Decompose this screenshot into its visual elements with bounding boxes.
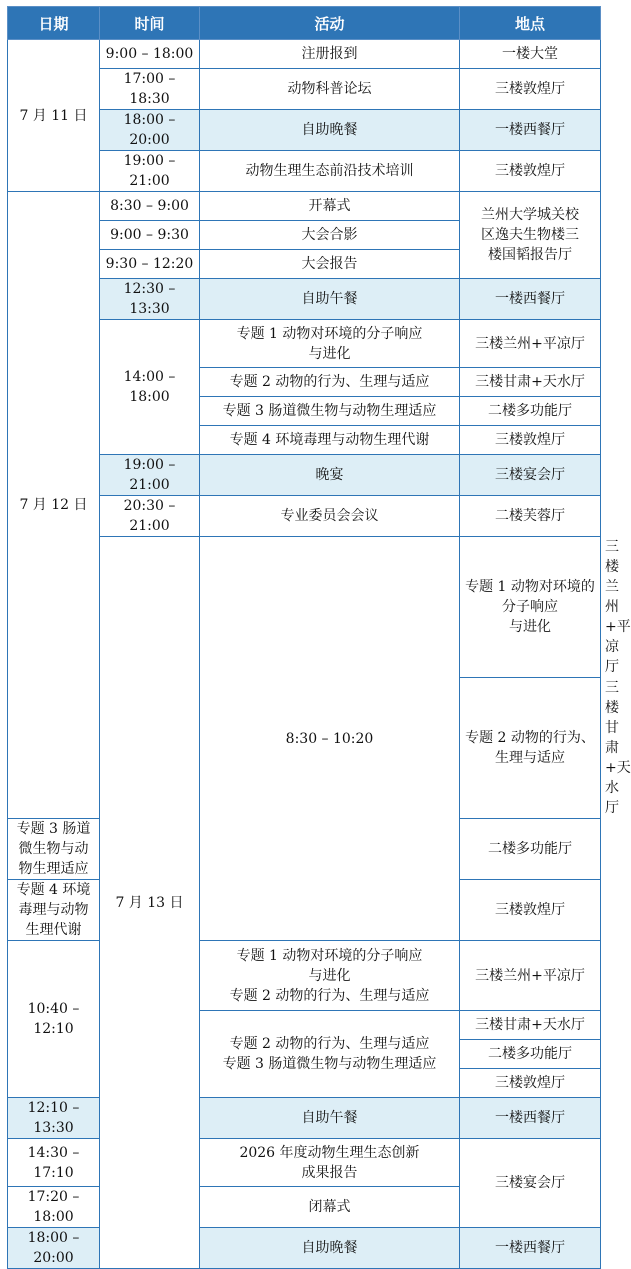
header-date: 日期	[8, 7, 100, 40]
time-cell: 9:30 – 12:20	[100, 250, 200, 279]
activity-cell: 专题 4 环境毒理与动物生理代谢	[200, 426, 460, 455]
location-cell: 一楼西餐厅	[460, 110, 601, 151]
location-cell: 三楼兰州+平凉厅	[460, 320, 601, 368]
location-cell: 二楼多功能厅	[460, 397, 601, 426]
time-cell: 20:30 – 21:00	[100, 496, 200, 537]
table-row: 7 月 13 日 8:30 – 10:20 专题 1 动物对环境的分子响应 与进化 三楼兰州+平凉厅	[8, 537, 601, 678]
activity-cell: 大会报告	[200, 250, 460, 279]
location-line: 楼国韬报告厅	[488, 247, 572, 263]
time-cell: 18:00 – 20:00	[100, 110, 200, 151]
location-cell: 一楼西餐厅	[460, 279, 601, 320]
activity-cell: 动物生理生态前沿技术培训	[200, 151, 460, 192]
time-cell: 8:30 – 9:00	[100, 192, 200, 221]
location-cell	[460, 192, 601, 279]
activity-cell	[460, 537, 601, 678]
activity-line: 专题 2 动物的行为、生理与适应	[229, 987, 430, 1004]
activity-cell: 开幕式	[200, 192, 460, 221]
location-cell: 三楼敦煌厅	[460, 69, 601, 110]
header-location: 地点	[460, 7, 601, 40]
activity-cell	[200, 941, 460, 1011]
table-row	[8, 192, 601, 221]
activity-cell: 专题 4 环境毒理与动物生理代谢	[8, 880, 100, 941]
time-cell: 9:00 – 9:30	[100, 221, 200, 250]
activity-line: 与进化	[308, 967, 351, 984]
header-activity: 活动	[200, 7, 460, 40]
activity-cell: 专业委员会会议	[200, 496, 460, 537]
activity-cell: 专题 2 动物的行为、生理与适应	[200, 368, 460, 397]
activity-cell: 自助午餐	[200, 1098, 460, 1139]
activity-cell: 大会合影	[200, 221, 460, 250]
header-time: 时间	[100, 7, 200, 40]
location-cell: 三楼敦煌厅	[460, 1069, 601, 1098]
location-cell: 三楼甘肃+天水厅	[460, 1011, 601, 1040]
header-row	[8, 7, 601, 40]
time-cell: 10:40 – 12:10	[8, 941, 100, 1098]
activity-cell: 注册报到	[200, 40, 460, 69]
location-line: 区逸夫生物楼三	[481, 227, 579, 243]
location-cell: 二楼多功能厅	[460, 819, 601, 880]
activity-cell: 晚宴	[200, 455, 460, 496]
activity-cell	[200, 1139, 460, 1187]
location-line: 兰州大学城关校	[481, 207, 579, 223]
date-cell: 7 月 11 日	[8, 40, 100, 192]
table-row	[8, 1139, 601, 1187]
activity-line: 专题 2 动物的行为、生理与适应	[229, 1036, 430, 1052]
location-cell: 三楼敦煌厅	[460, 880, 601, 941]
activity-cell: 专题 3 肠道微生物与动物生理适应	[200, 397, 460, 426]
activity-cell: 自助晚餐	[200, 110, 460, 151]
location-cell: 三楼宴会厅	[460, 1139, 601, 1228]
time-cell: 19:00 – 21:00	[100, 151, 200, 192]
activity-line: 与进化	[509, 619, 551, 635]
time-cell: 18:00 – 20:00	[8, 1228, 100, 1269]
time-cell: 19:00 – 21:00	[100, 455, 200, 496]
location-cell: 二楼多功能厅	[460, 1040, 601, 1069]
activity-cell: 专题 2 动物的行为、生理与适应	[460, 678, 601, 819]
date-cell: 7 月 12 日	[8, 192, 100, 819]
table-row	[8, 40, 601, 69]
location-cell: 一楼西餐厅	[460, 1098, 601, 1139]
activity-cell: 闭幕式	[200, 1187, 460, 1228]
location-cell: 三楼兰州+平凉厅	[460, 941, 601, 1011]
schedule-table	[7, 6, 631, 1269]
location-cell: 一楼大堂	[460, 40, 601, 69]
table-row	[8, 1098, 601, 1139]
activity-cell: 动物科普论坛	[200, 69, 460, 110]
location-cell: 三楼敦煌厅	[460, 151, 601, 192]
activity-cell: 专题 3 肠道微生物与动物生理适应	[8, 819, 100, 880]
time-cell: 14:30 – 17:10	[8, 1139, 100, 1187]
activity-line: 与进化	[308, 345, 351, 362]
location-cell: 一楼西餐厅	[460, 1228, 601, 1269]
activity-cell	[200, 1011, 460, 1098]
activity-line: 专题 1 动物对环境的分子响应	[236, 325, 423, 342]
location-cell: 二楼芙蓉厅	[460, 496, 601, 537]
table-row	[8, 1228, 601, 1269]
activity-line: 专题 1 动物对环境的分子响应	[236, 947, 423, 964]
location-cell: 三楼宴会厅	[460, 455, 601, 496]
location-cell: 三楼甘肃+天水厅	[460, 368, 601, 397]
time-cell: 17:20 – 18:00	[8, 1187, 100, 1228]
activity-cell	[200, 320, 460, 368]
time-cell: 8:30 – 10:20	[200, 537, 460, 941]
activity-line: 专题 1 动物对环境的分子响应	[465, 579, 595, 615]
table-row: 专题 2 动物的行为、生理与适应 三楼甘肃+天水厅	[8, 678, 601, 819]
time-cell: 12:10 – 13:30	[8, 1098, 100, 1139]
date-cell: 7 月 13 日	[100, 537, 200, 1269]
activity-cell: 自助晚餐	[200, 1228, 460, 1269]
activity-line: 成果报告	[301, 1164, 358, 1181]
activity-line: 专题 3 肠道微生物与动物生理适应	[222, 1056, 437, 1072]
time-cell: 14:00 – 18:00	[100, 320, 200, 455]
activity-cell: 自助午餐	[200, 279, 460, 320]
time-cell: 17:00 – 18:30	[100, 69, 200, 110]
location-cell: 三楼敦煌厅	[460, 426, 601, 455]
table-row	[8, 941, 601, 1011]
activity-line: 2026 年度动物生理生态创新	[239, 1144, 420, 1161]
time-cell: 12:30 – 13:30	[100, 279, 200, 320]
time-cell: 9:00 – 18:00	[100, 40, 200, 69]
